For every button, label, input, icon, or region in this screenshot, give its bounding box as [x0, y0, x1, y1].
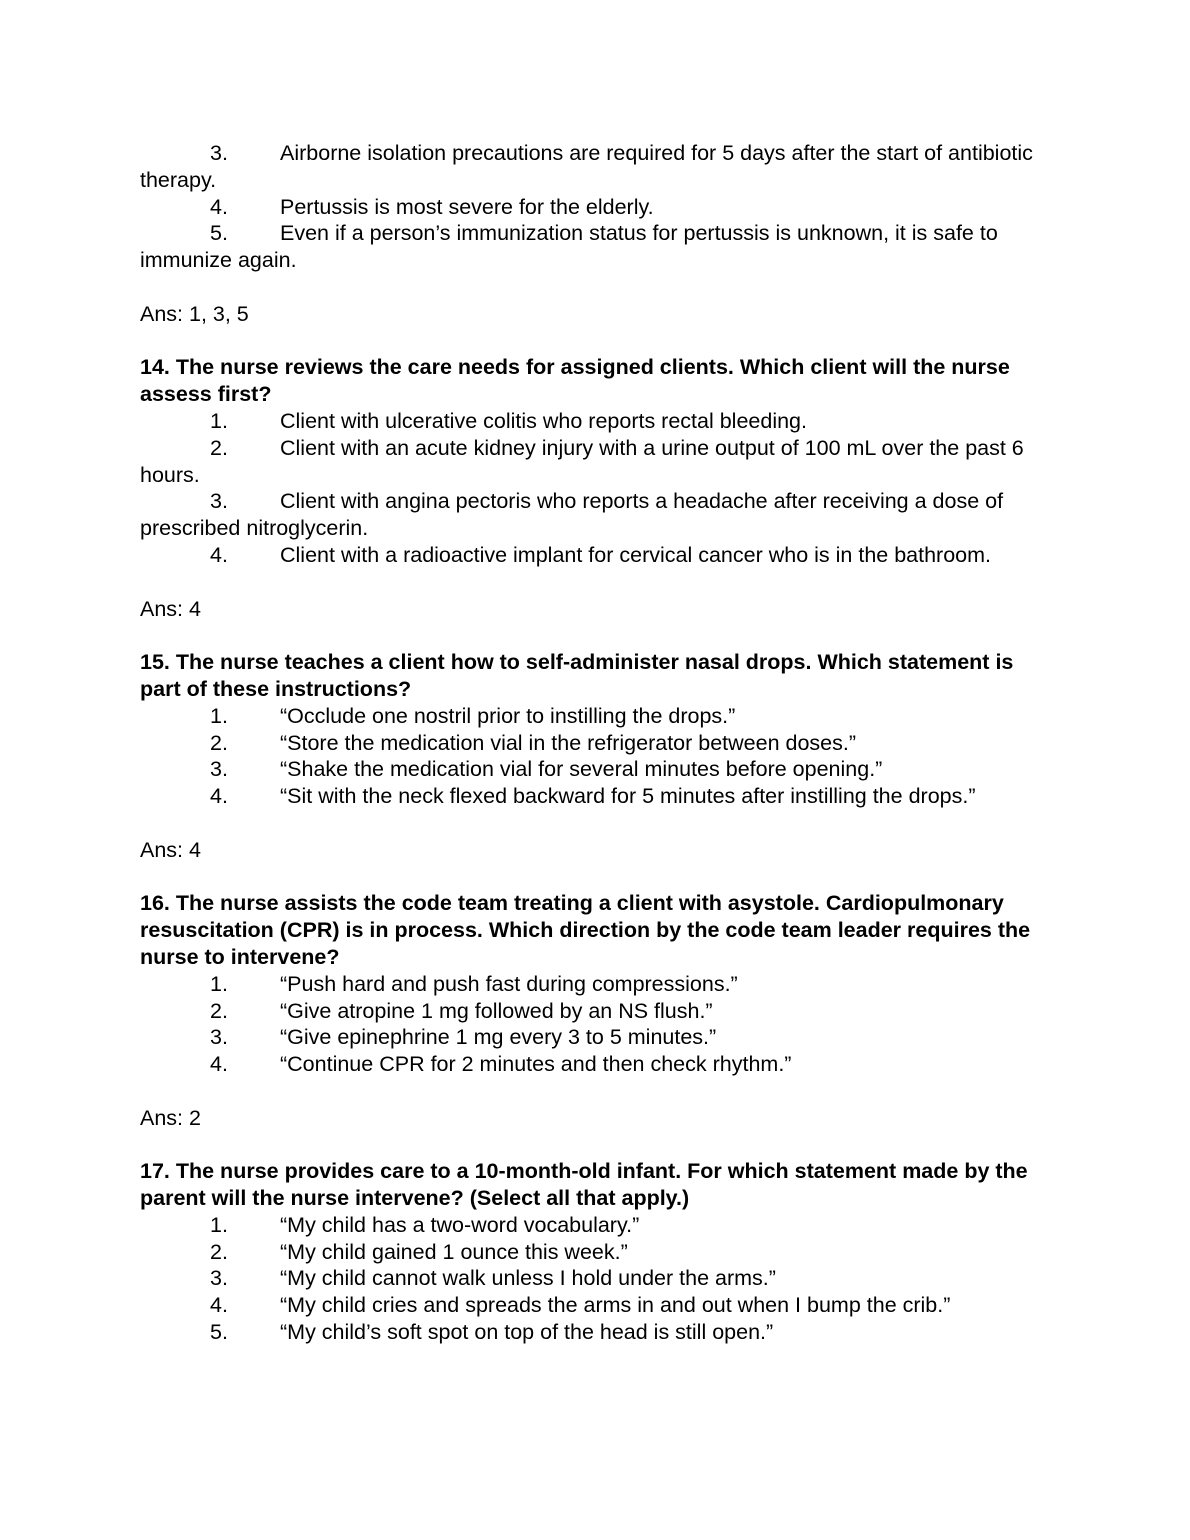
option-text: “Shake the medication vial for several minutes before opening.”: [280, 757, 883, 782]
answer-key: Ans: 4: [140, 596, 201, 621]
option-text: “Store the medication vial in the refrigerator between doses.”: [280, 730, 857, 755]
option-text: Client with an acute kidney injury with a urine output of 100 mL over the past 6 hours.: [140, 435, 1024, 487]
answer-option: [140, 1024, 1050, 1051]
answer-option: [140, 1265, 1050, 1292]
option-number: 1.: [210, 408, 228, 433]
question-stem: 17. The nurse provides care to a 10-month-old infant. For which statement made by the parent will the nurse intervene? (Select all that apply.): [140, 1159, 1028, 1211]
option-text: “Give atropine 1 mg followed by an NS flush.”: [280, 998, 713, 1023]
question-14: [140, 354, 1050, 622]
option-text: “Push hard and push fast during compressions.”: [280, 971, 738, 996]
answer-key: Ans: 4: [140, 837, 201, 862]
answer-option: [140, 783, 1050, 810]
option-text: “My child gained 1 ounce this week.”: [280, 1239, 628, 1264]
answer-option: [140, 1292, 1050, 1319]
answer-option: [140, 730, 1050, 757]
answer-option: [140, 542, 1050, 569]
option-number: 3.: [210, 489, 228, 514]
answer-option: [140, 1212, 1050, 1239]
option-text: “My child cries and spreads the arms in and out when I bump the crib.”: [280, 1293, 951, 1318]
question-stem: 15. The nurse teaches a client how to self-administer nasal drops. Which statement is part of these instructions?: [140, 650, 1014, 701]
option-number: 4.: [210, 194, 228, 219]
option-number: 4.: [210, 1052, 228, 1077]
option-text: Even if a person’s immunization status for pertussis is unknown, it is safe to immunize again.: [140, 221, 998, 273]
option-text: Airborne isolation precautions are required for 5 days after the start of antibiotic therapy.: [140, 141, 1033, 192]
question-15: [140, 649, 1050, 863]
option-number: 2.: [210, 998, 228, 1023]
answer-option: [140, 998, 1050, 1025]
option-number: 3.: [210, 141, 228, 165]
option-number: 5.: [210, 1320, 228, 1345]
option-text: “My child cannot walk unless I hold under the arms.”: [280, 1266, 776, 1291]
answer-option: [140, 488, 1050, 542]
option-text: “My child’s soft spot on top of the head is still open.”: [280, 1320, 774, 1345]
option-number: 4.: [210, 1293, 228, 1318]
option-number: 1.: [210, 971, 228, 996]
answer-option: [140, 140, 1050, 194]
option-number: 1.: [210, 1212, 228, 1237]
answer-option: [140, 1319, 1050, 1346]
answer-option: [140, 756, 1050, 783]
option-text: Client with ulcerative colitis who reports rectal bleeding.: [280, 408, 807, 433]
option-number: 4.: [210, 542, 228, 567]
answer-key: Ans: 1, 3, 5: [140, 301, 249, 326]
option-number: 2.: [210, 1239, 228, 1264]
option-number: 3.: [210, 1266, 228, 1291]
question-stem: 16. The nurse assists the code team treating a client with asystole. Cardiopulmonary resuscitation (CPR) is in process. Which direction by the code team leader requires the nurse to intervene?: [140, 891, 1031, 969]
question-16: [140, 890, 1050, 1131]
option-text: Pertussis is most severe for the elderly.: [280, 194, 654, 219]
question-stem: 14. The nurse reviews the care needs for assigned clients. Which client will the nurse assess first?: [140, 355, 1010, 407]
option-text: Client with angina pectoris who reports a headache after receiving a dose of prescribed nitroglycerin.: [140, 489, 1004, 541]
answer-option: [140, 220, 1050, 274]
option-number: 4.: [210, 784, 228, 809]
option-number: 2.: [210, 435, 228, 460]
answer-option: [140, 408, 1050, 435]
option-number: 2.: [210, 730, 228, 755]
option-text: “Continue CPR for 2 minutes and then check rhythm.”: [280, 1052, 792, 1077]
answer-option: [140, 703, 1050, 730]
document-page: [140, 140, 1050, 1346]
option-text: “Sit with the neck flexed backward for 5 minutes after instilling the drops.”: [280, 784, 976, 809]
answer-key: Ans: 2: [140, 1105, 201, 1130]
option-text: “Give epinephrine 1 mg every 3 to 5 minutes.”: [280, 1025, 717, 1050]
answer-option: [140, 194, 1050, 221]
option-number: 3.: [210, 757, 228, 782]
option-number: 1.: [210, 703, 228, 728]
question-17: [140, 1158, 1050, 1346]
answer-option: [140, 971, 1050, 998]
answer-option: [140, 1051, 1050, 1078]
continuation-block: [140, 140, 1050, 328]
option-number: 5.: [210, 221, 228, 246]
option-text: Client with a radioactive implant for cervical cancer who is in the bathroom.: [280, 542, 992, 567]
answer-option: [140, 435, 1050, 489]
option-text: “Occlude one nostril prior to instilling the drops.”: [280, 703, 736, 728]
option-text: “My child has a two-word vocabulary.”: [280, 1212, 640, 1237]
option-number: 3.: [210, 1025, 228, 1050]
answer-option: [140, 1239, 1050, 1266]
